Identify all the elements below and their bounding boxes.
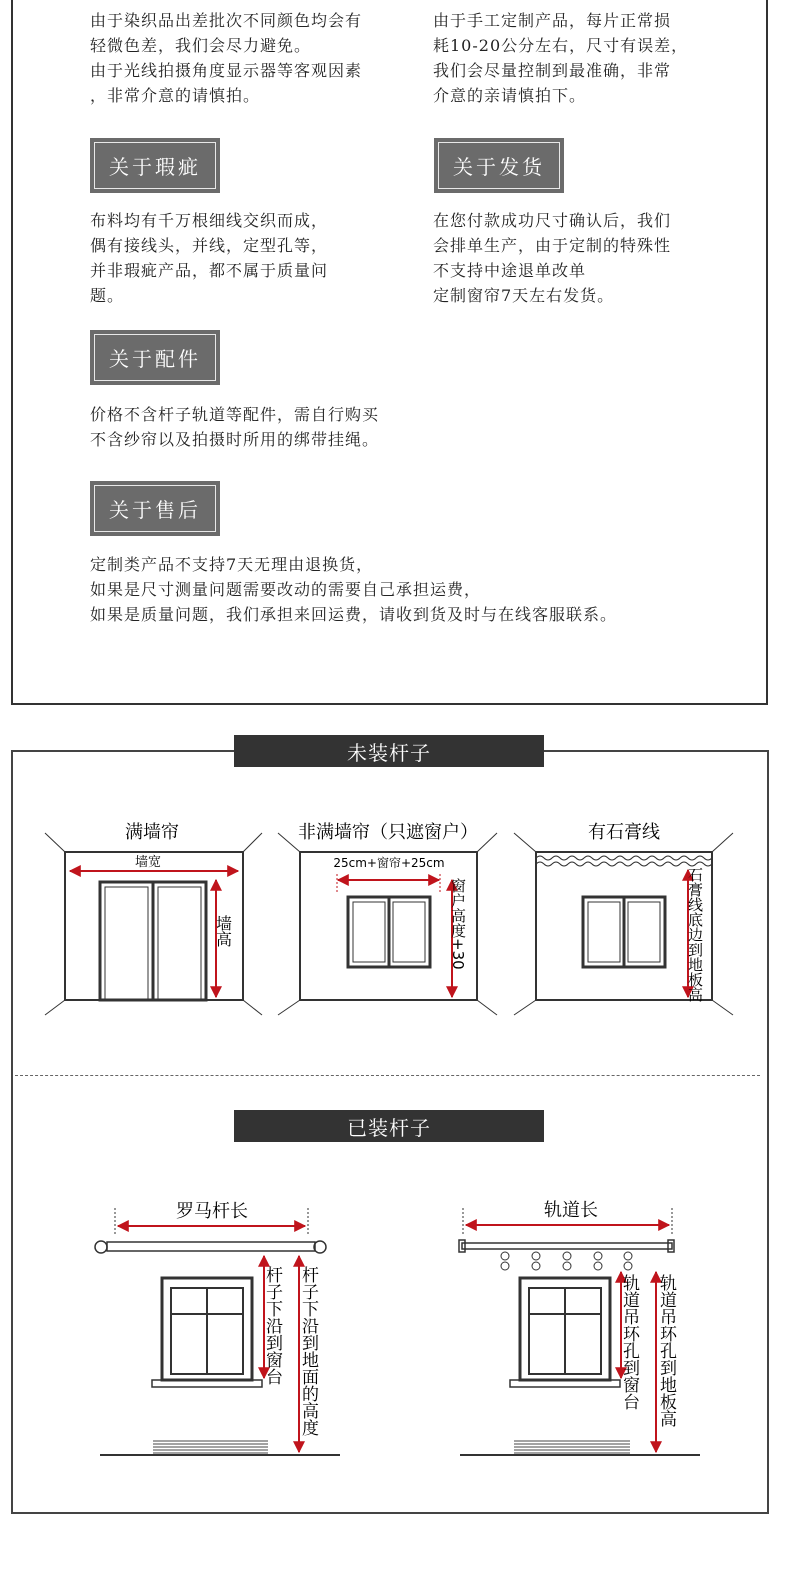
aftersale-line: 如果是质量问题，我们承担来回运费，请收到货及时与在线客服联系。 bbox=[90, 605, 618, 624]
window-height-label: 窗户高度+30 bbox=[449, 878, 467, 970]
shipping-line: 不支持中途退单改单 bbox=[433, 261, 587, 280]
roman-floor-vent bbox=[153, 1441, 268, 1453]
size-note-line: 耗10-20公分左右，尺寸有误差， bbox=[433, 36, 689, 55]
shipping-line: 在您付款成功尺寸确认后，我们 bbox=[433, 211, 672, 230]
accessories-title: 关于配件 bbox=[94, 334, 216, 381]
window-width-label: 25cm+窗帘+25cm bbox=[333, 856, 445, 870]
size-note-line: 我们会尽量控制到最准确，非常 bbox=[433, 61, 672, 80]
wall-height-label: 墙高 bbox=[213, 915, 233, 947]
track-to-sill-label: 轨道吊环孔到窗台 bbox=[619, 1274, 639, 1410]
shipping-line: 会排单生产，由于定制的特殊性 bbox=[433, 236, 672, 255]
defects-line: 并非瑕疵产品，都不属于质量问 bbox=[90, 261, 329, 280]
color-note-line: ，非常介意的请慎拍。 bbox=[90, 86, 261, 105]
accessories-line: 不含纱帘以及拍摄时所用的绑带挂绳。 bbox=[90, 430, 380, 449]
size-note-line: 由于手工定制产品，每片正常损 bbox=[433, 11, 672, 30]
plaster-height-label: 石膏线底边到地板高 bbox=[686, 867, 704, 1002]
defects-title: 关于瑕疵 bbox=[94, 142, 216, 189]
color-note-line: 轻微色差，我们会尽力避免。 bbox=[90, 36, 312, 55]
with-rod-banner: 已装杆子 bbox=[234, 1110, 544, 1142]
defects-line: 题。 bbox=[90, 286, 125, 305]
plaster-title: 有石膏线 bbox=[588, 822, 660, 843]
accessories-line: 价格不含杆子轨道等配件，需自行购买 bbox=[90, 405, 380, 424]
size-note-line: 介意的亲请慎拍下。 bbox=[433, 86, 587, 105]
roman-to-floor-label: 杆子下沿到地面的高度 bbox=[298, 1266, 318, 1436]
roman-length-label: 罗马杆长 bbox=[176, 1201, 248, 1222]
no-rod-banner: 未装杆子 bbox=[234, 735, 544, 767]
roman-to-sill-label: 杆子下沿到窗台 bbox=[262, 1266, 282, 1385]
full-wall-title: 满墙帘 bbox=[125, 822, 179, 843]
shipping-line: 定制窗帘7天左右发货。 bbox=[433, 286, 615, 305]
track-length-label: 轨道长 bbox=[544, 1200, 598, 1221]
window-only-title: 非满墙帘（只遮窗户） bbox=[298, 822, 478, 843]
aftersale-line: 定制类产品不支持7天无理由退换货， bbox=[90, 555, 374, 574]
defects-line: 偶有接线头，并线，定型孔等， bbox=[90, 236, 329, 255]
shipping-title: 关于发货 bbox=[438, 142, 560, 189]
color-note-line: 由于光线拍摄角度显示器等客观因素 bbox=[90, 61, 363, 80]
aftersale-title: 关于售后 bbox=[94, 485, 216, 532]
defects-line: 布料均有千万根细线交织而成， bbox=[90, 211, 329, 230]
color-note-line: 由于染织品出差批次不同颜色均会有 bbox=[90, 11, 363, 30]
wall-width-label: 墙宽 bbox=[134, 855, 162, 870]
track-to-floor-label: 轨道吊环孔到地板高 bbox=[656, 1274, 676, 1427]
track-floor-vent bbox=[514, 1441, 630, 1453]
aftersale-line: 如果是尺寸测量问题需要改动的需要自己承担运费， bbox=[90, 580, 482, 599]
